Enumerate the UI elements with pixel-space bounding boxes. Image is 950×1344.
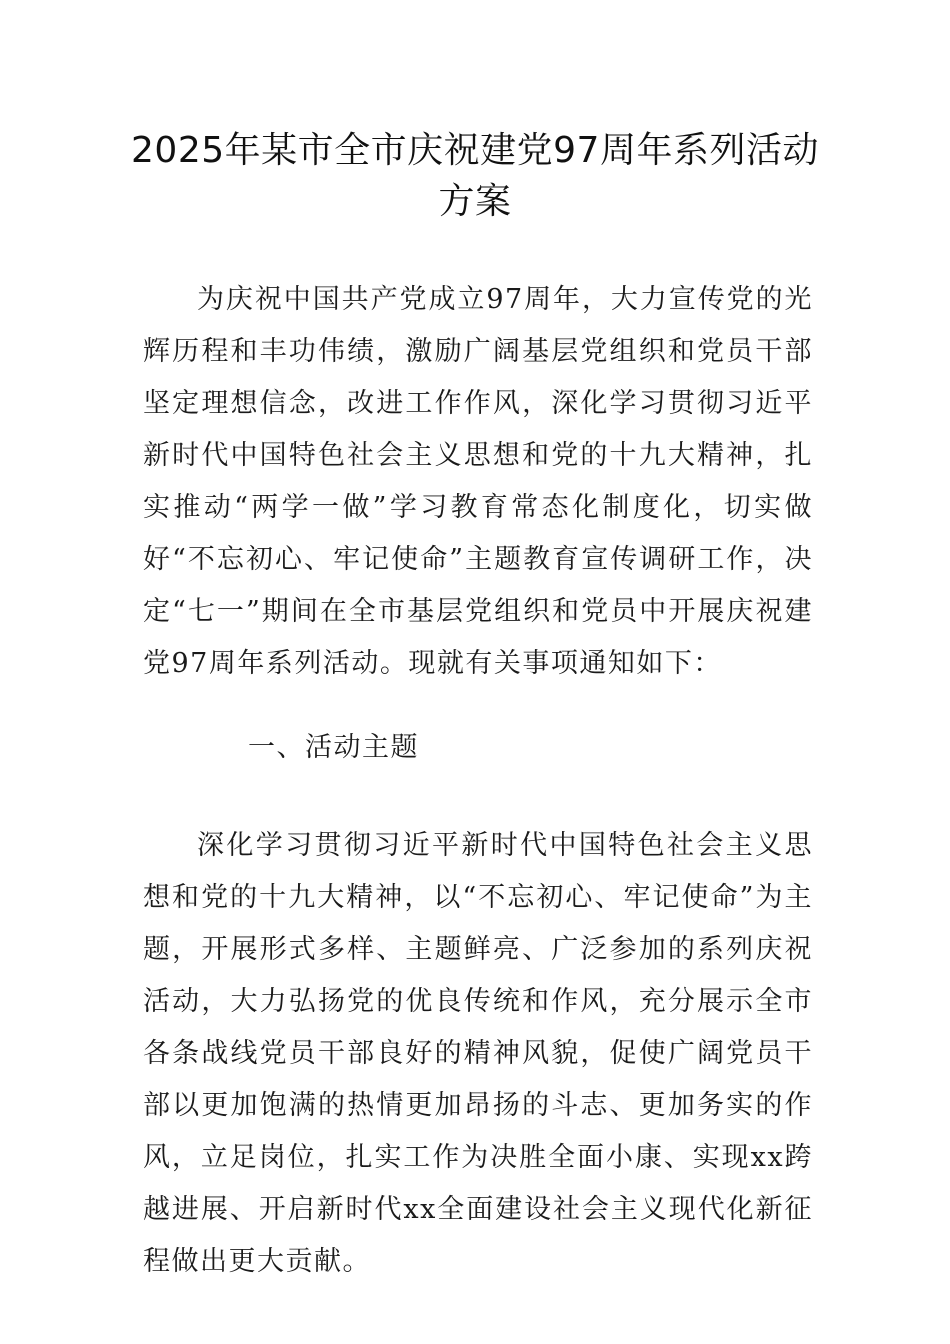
theme-paragraph: 深化学习贯彻习近平新时代中国特色社会主义思想和党的十九大精神，以“不忘初心、牢记使命”为主题，开展形式多样、主题鲜亮、广泛参加的系列庆祝活动，大力弘扬党的优良传统和作风，充分展示全市各条战线党员干部良好的精神风貌，促使广阔党员干部以更加饱满的热情更加昂扬的斗志、更加务实的作风，立足岗位，扎实工作为决胜全面小康、实现xx跨越进展、开启新时代xx全面建设社会主义现代化新征程做出更大贡献。 bbox=[143, 830, 813, 1277]
document-title-line1: 2025年某市全市庆祝建党97周年系列活动 bbox=[131, 130, 819, 171]
section-heading-theme: 一、活动主题 bbox=[248, 732, 419, 763]
intro-paragraph: 为庆祝中国共产党成立97周年，大力宣传党的光辉历程和丰功伟绩，激励广阔基层党组织和党员干部坚定理想信念，改进工作作风，深化学习贯彻习近平新时代中国特色社会主义思想和党的十九大精神，扎实推动“两学一做”学习教育常态化制度化，切实做好“不忘初心、牢记使命”主题教育宣传调研工作，决定“七一”期间在全市基层党组织和党员中开展庆祝建党97周年系列活动。现就有关事项通知如下： bbox=[143, 284, 813, 679]
document-title-line2: 方案 bbox=[438, 181, 512, 222]
